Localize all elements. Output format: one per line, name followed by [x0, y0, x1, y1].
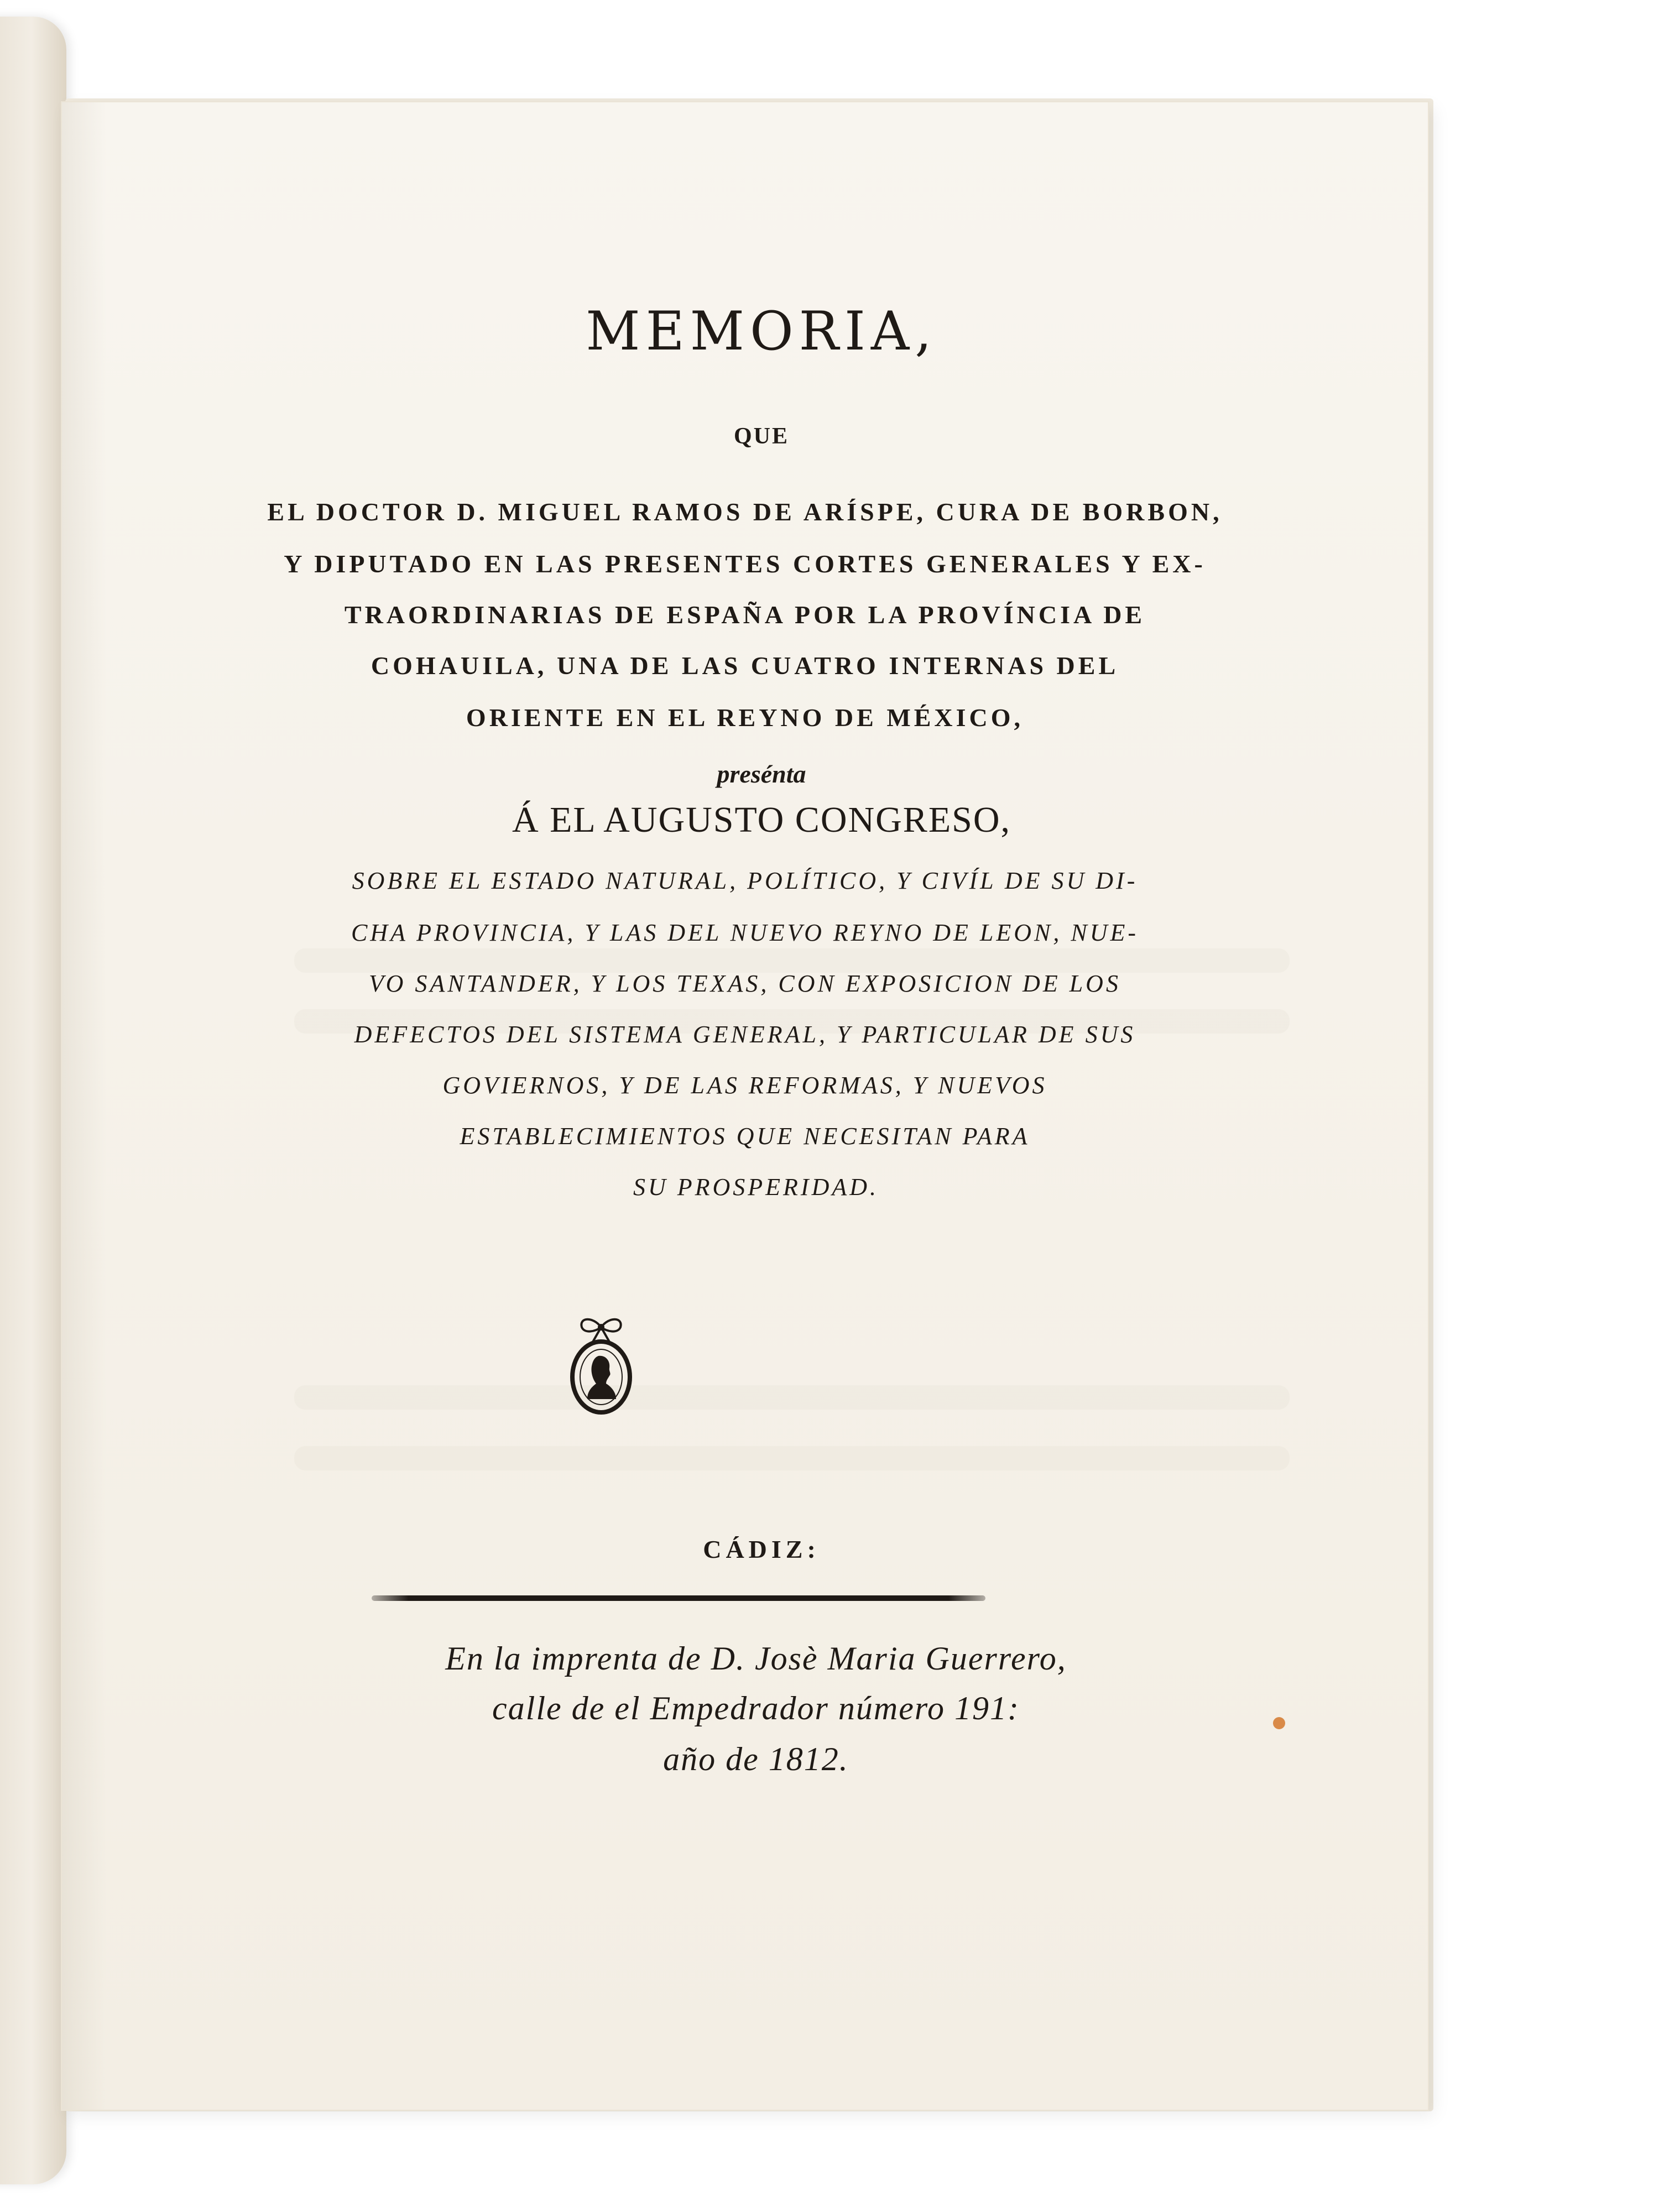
imprint-line: año de 1812. [663, 1741, 849, 1777]
subject-line: VO SANTANDER, Y LOS TEXAS, CON EXPOSICION DE LOS [369, 970, 1121, 997]
author-line: TRAORDINARIAS DE ESPAÑA POR LA PROVÍNCIA DE [344, 601, 1146, 629]
book-edge [0, 17, 66, 2184]
imprint-line: En la imprenta de D. Josè Maria Guerrero, [445, 1640, 1067, 1677]
medallion-ornament-icon [565, 1311, 637, 1421]
subject-line: GOVIERNOS, Y DE LAS REFORMAS, Y NUEVOS [442, 1072, 1047, 1099]
author-line: EL DOCTOR D. MIGUEL RAMOS DE ARÍSPE, CURA DE BORBON, [267, 498, 1223, 526]
author-line: COHAUILA, UNA DE LAS CUATRO INTERNAS DEL [371, 651, 1119, 680]
presenta-line: presénta [717, 760, 806, 788]
subject-line: SU PROSPERIDAD. [633, 1173, 879, 1201]
place-line: CÁDIZ: [703, 1535, 820, 1563]
page-title: MEMORIA, [586, 300, 937, 362]
author-line: ORIENTE EN EL REYNO DE MÉXICO, [466, 703, 1024, 732]
subject-line: ESTABLECIMIENTOS QUE NECESITAN PARA [460, 1123, 1030, 1150]
show-through-line [294, 1446, 1290, 1470]
subject-line: SOBRE EL ESTADO NATURAL, POLÍTICO, Y CIVÍL DE SU DI- [352, 867, 1138, 894]
show-through-line [294, 1385, 1290, 1410]
subject-line: CHA PROVINCIA, Y LAS DEL NUEVO REYNO DE LEON, NUE- [351, 919, 1139, 946]
author-line: Y DIPUTADO EN LAS PRESENTES CORTES GENERALES Y EX- [284, 550, 1206, 578]
que-line: QUE [733, 424, 789, 449]
divider-rule [372, 1595, 985, 1601]
addressee-line: Á EL AUGUSTO CONGRESO, [512, 800, 1011, 840]
foxing-spot [1273, 1717, 1285, 1729]
title-page [62, 102, 1428, 2110]
imprint-line: calle de el Empedrador número 191: [492, 1690, 1020, 1726]
subject-line: DEFECTOS DEL SISTEMA GENERAL, Y PARTICULAR DE SUS [354, 1021, 1136, 1048]
